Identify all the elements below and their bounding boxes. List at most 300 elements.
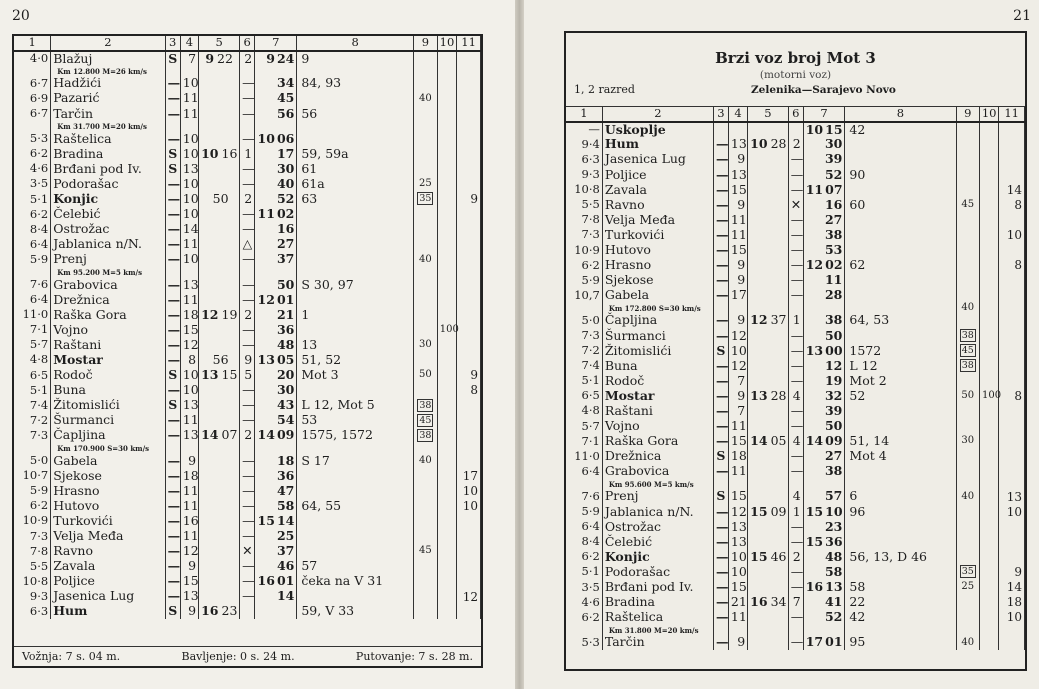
crossing-cell	[845, 182, 956, 197]
timetable-left	[14, 36, 481, 619]
table-row	[14, 559, 481, 574]
run-time-cell: 11	[180, 91, 198, 106]
run-time-cell: 9	[728, 389, 747, 404]
load-cell	[457, 76, 481, 91]
stop-cell: —	[788, 565, 803, 580]
station-name: Gabela	[51, 453, 165, 468]
departure-cell	[803, 358, 845, 373]
arrival-hour: 16	[750, 594, 768, 610]
gradient-cell	[437, 499, 456, 514]
arrival-cell	[199, 559, 240, 574]
departure-hour: 11	[257, 206, 275, 222]
crossing-cell	[845, 519, 956, 534]
service-flag-cell: —	[165, 177, 180, 192]
departure-minute: 09	[276, 427, 295, 443]
departure-cell	[803, 374, 845, 389]
arrival-cell	[748, 489, 789, 504]
station-name: Ravno	[602, 197, 713, 212]
run-time-cell: 13	[728, 534, 747, 549]
distance-cell: 5·5	[566, 197, 602, 212]
run-time-cell: 11	[728, 419, 747, 434]
station-name: Hrasno	[51, 483, 165, 498]
stop-cell: 2	[240, 307, 255, 322]
departure-minute: 13	[825, 579, 843, 595]
run-time-cell: 10	[180, 368, 198, 383]
service-flag-cell: S	[165, 398, 180, 413]
arrival-minute: 28	[770, 387, 787, 403]
run-time-cell: 7	[728, 404, 747, 419]
departure-minute: 11	[824, 272, 843, 288]
speed-cell	[413, 192, 437, 207]
speed-cell: 40	[413, 252, 437, 267]
arrival-hour: 10	[750, 136, 768, 152]
speed-cell: 45	[413, 544, 437, 559]
run-time-cell: 10	[180, 383, 198, 398]
station-name: Vojno	[602, 419, 713, 434]
station-name: Brđani pod Iv.	[51, 162, 165, 177]
load-cell	[999, 343, 1025, 358]
arrival-hour: 13	[750, 387, 768, 403]
departure-cell	[803, 328, 845, 343]
speed-box: 35	[419, 193, 432, 205]
station-name: Blažuj	[51, 51, 165, 66]
empty-cell	[199, 66, 240, 76]
arrival-cell	[199, 338, 240, 353]
departure-cell	[803, 449, 845, 464]
departure-cell	[255, 51, 297, 66]
table-row	[14, 177, 481, 192]
right-page	[524, 0, 1039, 689]
departure-cell	[803, 228, 845, 243]
arrival-cell	[748, 288, 789, 303]
km-note: Km 31.800 M=20 km/s	[602, 625, 713, 635]
load-cell	[999, 404, 1025, 419]
table-row	[14, 428, 481, 443]
departure-minute: 58	[276, 497, 295, 513]
departure-hour: 12	[257, 291, 275, 307]
speed-box: 38	[961, 329, 974, 341]
arrival-cell	[199, 544, 240, 559]
service-flag-cell: —	[713, 182, 728, 197]
arrival-cell	[199, 222, 240, 237]
gradient-cell	[437, 76, 456, 91]
stop-time: Bavljenje: 0 s. 24 m.	[181, 650, 295, 663]
crossing-cell: 64, 55	[297, 499, 414, 514]
departure-cell	[255, 468, 297, 483]
arrival-cell	[199, 323, 240, 338]
load-cell	[457, 604, 481, 619]
stop-cell: —	[240, 76, 255, 91]
arrival-hour: 10	[201, 145, 219, 161]
column-header-4: 4	[180, 36, 198, 51]
table-row	[14, 604, 481, 619]
gradient-cell	[980, 358, 999, 373]
gradient-cell	[437, 131, 456, 146]
arrival-cell	[199, 131, 240, 146]
departure-minute: 07	[825, 181, 843, 197]
speed-cell	[413, 292, 437, 307]
stop-cell: 1	[788, 504, 803, 519]
station-name: Čapljina	[602, 313, 713, 328]
empty-cell	[199, 443, 240, 453]
arrival-cell	[748, 595, 789, 610]
speed-cell	[956, 595, 980, 610]
train-type: (motorni voz)	[759, 69, 832, 81]
arrival-cell	[748, 550, 789, 565]
run-time-cell: 12	[728, 328, 747, 343]
departure-minute: 56	[276, 105, 295, 121]
crossing-cell	[845, 534, 956, 549]
departure-minute: 39	[824, 151, 843, 167]
departure-minute: 12	[824, 357, 843, 373]
empty-cell	[437, 66, 456, 76]
table-row	[14, 483, 481, 498]
crossing-cell	[845, 464, 956, 479]
crossing-cell: 9	[297, 51, 414, 66]
table-row	[14, 383, 481, 398]
load-cell	[999, 288, 1025, 303]
table-row	[566, 489, 1025, 504]
load-cell: 10	[457, 483, 481, 498]
departure-minute: 20	[276, 367, 295, 383]
empty-cell	[199, 267, 240, 277]
station-name: Bradina	[602, 595, 713, 610]
table-row	[14, 51, 481, 66]
departure-hour: 15	[805, 503, 824, 519]
gradient-cell	[437, 353, 456, 368]
gradient-cell	[980, 228, 999, 243]
stop-cell: —	[240, 559, 255, 574]
stop-cell: 9	[240, 353, 255, 368]
load-cell	[999, 419, 1025, 434]
departure-cell	[803, 182, 845, 197]
departure-cell	[803, 610, 845, 625]
crossing-cell	[297, 483, 414, 498]
departure-minute: 53	[824, 242, 843, 258]
arrival-cell	[748, 374, 789, 389]
arrival-cell	[748, 389, 789, 404]
table-row	[566, 122, 1025, 137]
gradient-cell	[980, 152, 999, 167]
run-time-cell: 15	[728, 489, 747, 504]
departure-cell	[255, 277, 297, 292]
gradient-cell	[980, 197, 999, 212]
distance-cell: 7·4	[14, 398, 51, 413]
arrival-cell	[748, 182, 789, 197]
table-row	[566, 358, 1025, 373]
speed-cell	[956, 167, 980, 182]
distance-cell: 6·9	[14, 91, 51, 106]
departure-cell	[255, 544, 297, 559]
stop-cell: —	[240, 252, 255, 267]
departure-minute: 32	[824, 387, 843, 403]
departure-cell	[255, 529, 297, 544]
stop-cell: ✕	[788, 197, 803, 212]
stop-cell: 1	[788, 313, 803, 328]
distance-cell: 8·4	[566, 534, 602, 549]
distance-cell: 6·2	[14, 146, 51, 161]
run-time-cell: 9	[728, 197, 747, 212]
gradient-cell	[980, 313, 999, 328]
table-row	[14, 307, 481, 322]
departure-minute: 38	[824, 226, 843, 242]
table-row	[566, 213, 1025, 228]
empty-cell	[437, 121, 456, 131]
speed-cell	[956, 313, 980, 328]
stop-cell: —	[240, 499, 255, 514]
service-flag-cell: —	[713, 595, 728, 610]
gradient-cell	[980, 550, 999, 565]
km-note: Km 95.600 M=5 km/s	[602, 479, 713, 489]
crossing-cell: 90	[845, 167, 956, 182]
empty-cell	[457, 443, 481, 453]
table-row	[14, 91, 481, 106]
service-flag-cell: S	[165, 368, 180, 383]
distance-cell: 6·2	[14, 207, 51, 222]
distance-cell: 6·5	[566, 389, 602, 404]
service-flag-cell: —	[165, 106, 180, 121]
distance-cell: —	[566, 122, 602, 137]
load-cell	[457, 413, 481, 428]
station-name: Grabovica	[51, 277, 165, 292]
departure-cell	[803, 404, 845, 419]
run-time-cell: 10	[180, 146, 198, 161]
run-time-cell: 8	[180, 353, 198, 368]
gradient-cell	[437, 544, 456, 559]
table-row	[14, 106, 481, 121]
distance-cell: 10·8	[566, 182, 602, 197]
distance-cell: 3·5	[566, 580, 602, 595]
distance-cell	[566, 303, 602, 313]
crossing-cell: 42	[845, 610, 956, 625]
service-flag-cell: —	[165, 131, 180, 146]
load-cell: 10	[999, 504, 1025, 519]
crossing-cell	[845, 137, 956, 152]
crossing-cell	[845, 273, 956, 288]
column-header-2: 2	[602, 107, 713, 122]
service-flag-cell: —	[165, 252, 180, 267]
speed-cell: 40	[413, 453, 437, 468]
arrival-cell	[199, 398, 240, 413]
stop-cell: 2	[240, 428, 255, 443]
distance-cell: 9·4	[566, 137, 602, 152]
distance-cell: 6·3	[566, 152, 602, 167]
departure-cell	[803, 464, 845, 479]
station-name: Hrasno	[602, 258, 713, 273]
crossing-cell: 64, 53	[845, 313, 956, 328]
stop-cell: —	[788, 404, 803, 419]
arrival-cell	[199, 91, 240, 106]
service-flag-cell: —	[165, 192, 180, 207]
station-name: Prenj	[602, 489, 713, 504]
speed-cell	[956, 374, 980, 389]
station-name: Turkovići	[51, 514, 165, 529]
run-time-cell: 13	[180, 428, 198, 443]
departure-cell	[803, 389, 845, 404]
service-flag-cell: —	[165, 91, 180, 106]
stop-cell	[240, 604, 255, 619]
run-time-cell: 10	[180, 76, 198, 91]
gradient-cell	[437, 307, 456, 322]
departure-hour: 14	[805, 433, 824, 449]
load-cell: 14	[999, 182, 1025, 197]
speed-cell: 25	[956, 580, 980, 595]
crossing-cell	[845, 328, 956, 343]
gradient-cell	[437, 237, 456, 252]
load-cell	[999, 534, 1025, 549]
stop-cell: —	[240, 413, 255, 428]
gradient-cell	[980, 273, 999, 288]
speed-cell: 50	[413, 368, 437, 383]
run-time-cell: 12	[728, 504, 747, 519]
service-flag-cell: —	[165, 574, 180, 589]
table-row	[14, 468, 481, 483]
arrival-cell	[748, 137, 789, 152]
departure-cell	[803, 152, 845, 167]
service-flag-cell: —	[713, 152, 728, 167]
speed-cell	[956, 152, 980, 167]
arrival-cell	[748, 328, 789, 343]
service-flag-cell: —	[165, 222, 180, 237]
service-flag-cell: —	[713, 328, 728, 343]
run-time-cell: 16	[180, 514, 198, 529]
crossing-cell	[297, 252, 414, 267]
departure-cell	[803, 243, 845, 258]
departure-hour: 16	[805, 579, 824, 595]
speed-cell	[413, 499, 437, 514]
speed-cell	[413, 66, 437, 76]
station-name: Podorašac	[602, 565, 713, 580]
table-row	[14, 162, 481, 177]
crossing-cell: 42	[845, 122, 956, 137]
load-cell: 9	[457, 192, 481, 207]
column-header-10: 10	[437, 36, 456, 51]
arrival-hour: 12	[750, 312, 768, 328]
empty-cell	[240, 121, 255, 131]
empty-cell	[240, 267, 255, 277]
speed-cell	[956, 343, 980, 358]
speed-cell	[413, 323, 437, 338]
crossing-cell: 22	[845, 595, 956, 610]
gradient-cell	[980, 343, 999, 358]
speed-cell: 50	[956, 389, 980, 404]
load-cell: 14	[999, 580, 1025, 595]
station-name: Rodoč	[51, 368, 165, 383]
arrival-minute: 37	[770, 312, 787, 328]
distance-cell: 5·5	[14, 559, 51, 574]
departure-minute: 46	[276, 558, 295, 574]
arrival-cell	[748, 197, 789, 212]
table-row	[566, 152, 1025, 167]
column-header-1: 1	[14, 36, 51, 51]
load-cell	[999, 167, 1025, 182]
load-cell	[999, 152, 1025, 167]
empty-cell	[297, 121, 414, 131]
departure-cell	[255, 237, 297, 252]
column-header-11: 11	[999, 107, 1025, 122]
run-time-cell: 12	[728, 358, 747, 373]
arrival-cell	[748, 464, 789, 479]
table-row	[566, 449, 1025, 464]
arrival-cell	[199, 574, 240, 589]
departure-minute: 36	[276, 467, 295, 483]
crossing-cell	[297, 514, 414, 529]
arrival-minute: 05	[770, 433, 787, 449]
gradient-cell	[437, 604, 456, 619]
arrival-cell	[199, 292, 240, 307]
distance-cell: 7·1	[566, 434, 602, 449]
empty-cell	[980, 625, 999, 635]
stop-cell: —	[240, 338, 255, 353]
run-time-cell: 13	[180, 277, 198, 292]
station-name: Tarčin	[602, 635, 713, 650]
distance-cell: 4·8	[566, 404, 602, 419]
departure-minute: 30	[276, 160, 295, 176]
service-flag-cell: —	[713, 358, 728, 373]
speed-cell	[956, 464, 980, 479]
table-row	[566, 534, 1025, 549]
left-page	[0, 0, 515, 689]
run-time-cell: 10	[728, 565, 747, 580]
station-name: Prenj	[51, 252, 165, 267]
table-row	[14, 131, 481, 146]
stop-cell: —	[788, 419, 803, 434]
departure-cell	[255, 353, 297, 368]
arrival-cell	[199, 106, 240, 121]
table-row	[14, 121, 481, 131]
crossing-cell: 61a	[297, 177, 414, 192]
speed-box: 35	[961, 566, 974, 578]
run-time-cell: 13	[728, 519, 747, 534]
run-time-cell: 11	[180, 106, 198, 121]
station-name: Ostrožac	[602, 519, 713, 534]
arrival-cell	[748, 610, 789, 625]
departure-minute: 50	[824, 327, 843, 343]
empty-cell	[240, 443, 255, 453]
stop-cell: —	[240, 277, 255, 292]
speed-cell	[413, 398, 437, 413]
service-flag-cell: —	[713, 167, 728, 182]
column-header-6: 6	[788, 107, 803, 122]
crossing-cell: 1575, 1572	[297, 428, 414, 443]
stop-cell: —	[240, 383, 255, 398]
speed-cell	[413, 559, 437, 574]
crossing-cell: 1	[297, 307, 414, 322]
speed-cell	[956, 122, 980, 137]
table-row	[14, 192, 481, 207]
departure-minute: 19	[824, 372, 843, 388]
stop-cell: —	[788, 288, 803, 303]
gradient-cell	[980, 137, 999, 152]
departure-minute: 14	[276, 512, 295, 528]
run-time-cell: 9	[180, 453, 198, 468]
arrival-cell	[199, 589, 240, 604]
crossing-cell: 62	[845, 258, 956, 273]
table-row	[566, 404, 1025, 419]
crossing-cell	[845, 228, 956, 243]
distance-cell	[566, 479, 602, 489]
gradient-cell	[980, 374, 999, 389]
gradient-cell	[437, 91, 456, 106]
empty-cell	[165, 267, 180, 277]
crossing-cell: 84, 93	[297, 76, 414, 91]
gradient-cell	[437, 177, 456, 192]
departure-cell	[803, 419, 845, 434]
station-name: Šurmanci	[602, 328, 713, 343]
distance-cell: 7·3	[14, 529, 51, 544]
run-time-cell: 9	[728, 313, 747, 328]
departure-minute: 15	[825, 121, 843, 137]
